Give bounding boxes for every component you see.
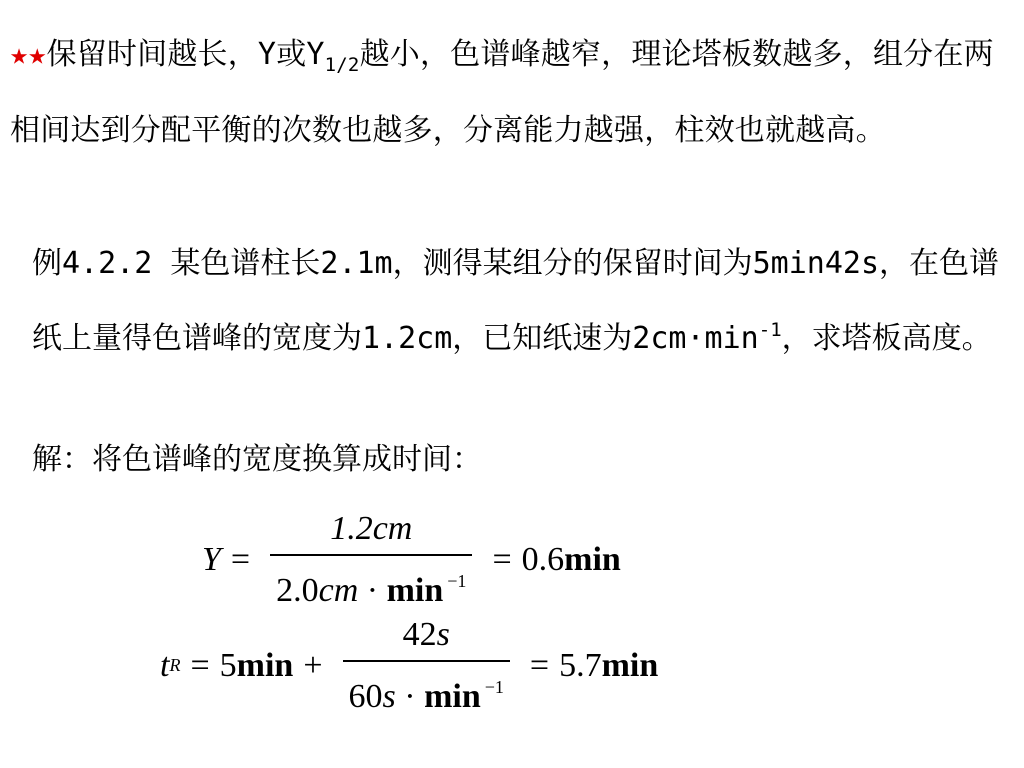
- eq2-lhs: t: [160, 646, 170, 684]
- paragraph-retention-time: [10, 22, 1014, 164]
- star-icon: ★★: [10, 37, 47, 72]
- eq2-result-unit: min: [601, 646, 659, 684]
- eq1-result: 0.6: [521, 540, 565, 578]
- equation-peak-width: [202, 508, 621, 612]
- eq1-denominator: 2.0cm · min $^{-1}$: [276, 570, 467, 609]
- solution-intro: 解：将色谱峰的宽度换算成时间：: [32, 442, 482, 477]
- eq1-equals2: =: [492, 540, 512, 578]
- eq2-numerator: 42s: [402, 616, 450, 653]
- eq2-equals: =: [190, 646, 210, 684]
- example-text: 例4.2.2 某色谱柱长2.1m，测得某组分的保留时间为5min42s，在色谱纸上量得色谱峰的宽度为1.2cm，已知纸速为2cm·min: [32, 246, 1000, 356]
- eq2-term1-unit: min: [236, 646, 294, 684]
- eq2-fraction: [343, 614, 510, 718]
- example-text-cont: ，求塔板高度。: [781, 321, 992, 356]
- eq1-fraction: [270, 508, 472, 612]
- eq2-result: 5.7: [559, 646, 602, 684]
- eq1-lhs: Y: [202, 540, 221, 578]
- example-problem: [32, 230, 1002, 372]
- eq2-lhs-sub: R: [169, 655, 181, 676]
- eq2-plus: +: [303, 646, 323, 684]
- eq2-denominator: 60s · min $^{-1}$: [348, 676, 504, 715]
- equation-retention-time: [160, 614, 658, 718]
- eq2-equals2: =: [529, 646, 550, 684]
- eq1-result-unit: min: [564, 540, 621, 578]
- eq2-term1: 5: [219, 646, 237, 684]
- paragraph-text: 保留时间越长，Y或Y: [46, 37, 325, 72]
- subscript: 1/2: [324, 54, 360, 76]
- superscript: -1: [758, 319, 782, 341]
- eq1-numerator: 1.2cm: [330, 510, 413, 547]
- paragraph-text-cont: 越小，色谱峰越窄，理论塔板数越多，组分在两相间达到分配平衡的次数也越多，分离能力越强，柱效也就越高。: [10, 37, 994, 148]
- eq1-equals: =: [230, 540, 251, 578]
